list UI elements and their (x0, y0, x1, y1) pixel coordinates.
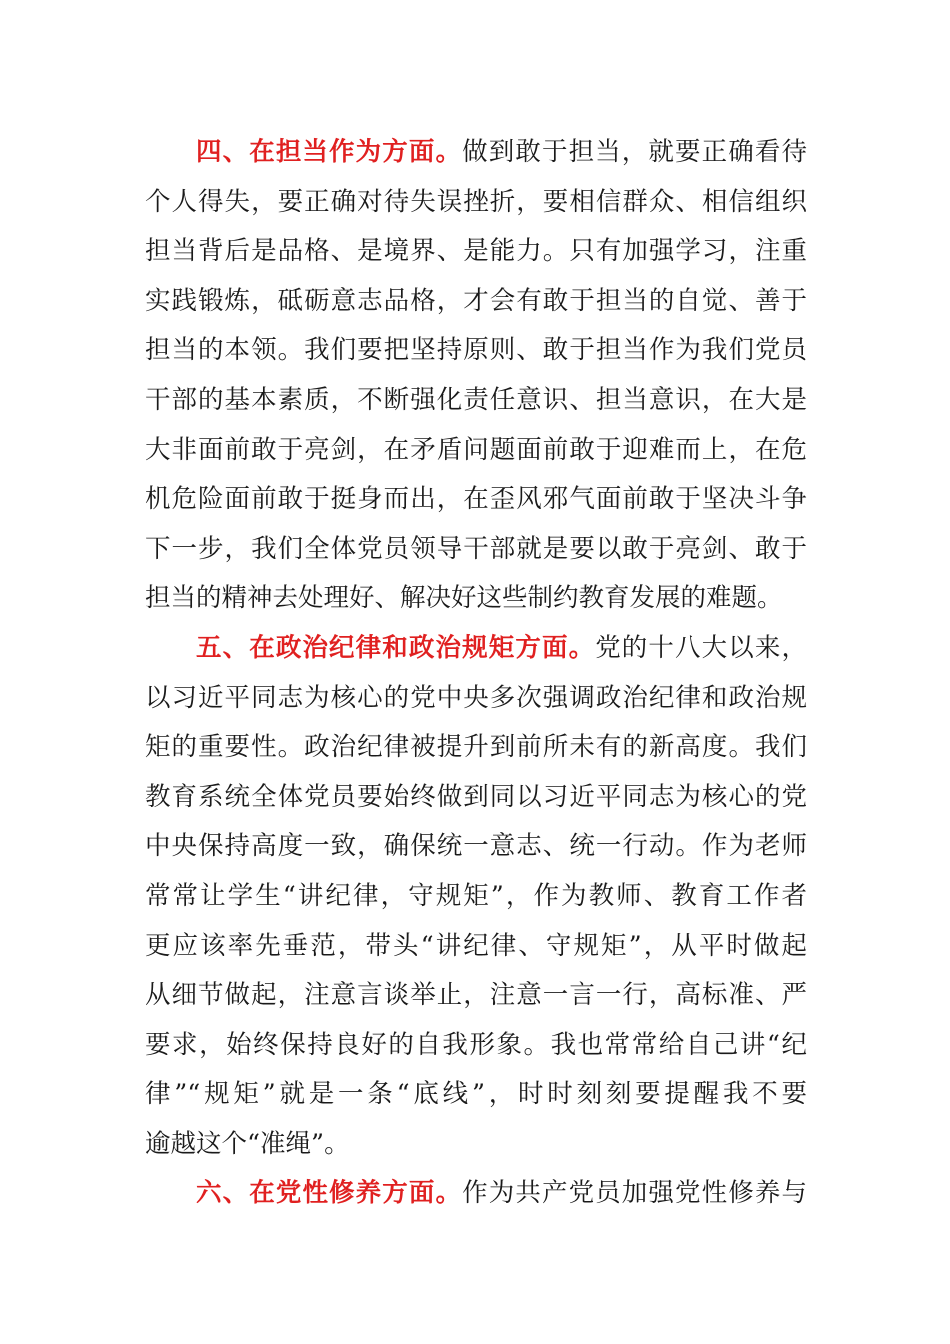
section-4-line: 担当的精神去处理好、解决好这些制约教育发展的难题。 (145, 583, 783, 614)
section-5-line: 中央保持高度一致，确保统一意志、统一行动。作为老师 (145, 831, 807, 862)
section-5-line: 以习近平同志为核心的党中央多次强调政治纪律和政治规 (145, 682, 807, 713)
document-page (145, 128, 807, 1219)
section-5-first-line (145, 624, 807, 674)
section-4-line: 个人得失，要正确对待失误挫折，要相信群众、相信组织 (145, 186, 807, 217)
section-4-first-line-text: 做到敢于担当，就要正确看待 (462, 137, 807, 167)
section-5-line: 矩的重要性。政治纪律被提升到前所未有的新高度。我们 (145, 732, 807, 763)
section-5-line: 更应该率先垂范，带头“讲纪律、守规矩”，从平时做起 (145, 930, 807, 961)
section-6-first-line (145, 1169, 807, 1219)
section-5-line: 常常让学生“讲纪律，守规矩”，作为教师、教育工作者 (145, 880, 807, 911)
section-5-line: 从细节做起，注意言谈举止，注意一言一行，高标准、严 (145, 980, 807, 1011)
section-5-first-line-text: 党的十八大以来， (595, 632, 807, 663)
section-4-line: 实践锻炼，砥砺意志品格，才会有敢于担当的自觉、善于 (145, 285, 807, 316)
section-4-line: 机危险面前敢于挺身而出，在歪风邪气面前敢于坚决斗争 (145, 484, 807, 515)
section-5-heading: 五、在政治纪律和政治规矩方面。 (196, 632, 596, 663)
section-4-line: 担当的本领。我们要把坚持原则、敢于担当作为我们党员 (145, 335, 807, 366)
section-5-line: 律”“规矩”就是一条“底线”，时时刻刻要提醒我不要 (145, 1079, 807, 1110)
section-4-line: 下一步，我们全体党员领导干部就是要以敢于亮剑、敢于 (145, 533, 807, 564)
section-6-first-line-text: 作为共产党员加强党性修养与 (462, 1178, 807, 1209)
section-6-heading: 六、在党性修养方面。 (196, 1178, 463, 1209)
section-4-first-line (145, 128, 807, 178)
section-4-heading: 四、在担当作为方面。 (196, 137, 463, 167)
section-5-line: 教育系统全体党员要始终做到同以习近平同志为核心的党 (145, 781, 807, 812)
section-4-line: 干部的基本素质，不断强化责任意识、担当意识，在大是 (145, 384, 807, 415)
section-4-line: 担当背后是品格、是境界、是能力。只有加强学习，注重 (145, 236, 807, 267)
section-5-line: 逾越这个“准绳”。 (145, 1128, 350, 1159)
section-4-line: 大非面前敢于亮剑，在矛盾问题面前敢于迎难而上，在危 (145, 434, 807, 465)
section-5-line: 要求，始终保持良好的自我形象。我也常常给自己讲“纪 (145, 1029, 807, 1060)
